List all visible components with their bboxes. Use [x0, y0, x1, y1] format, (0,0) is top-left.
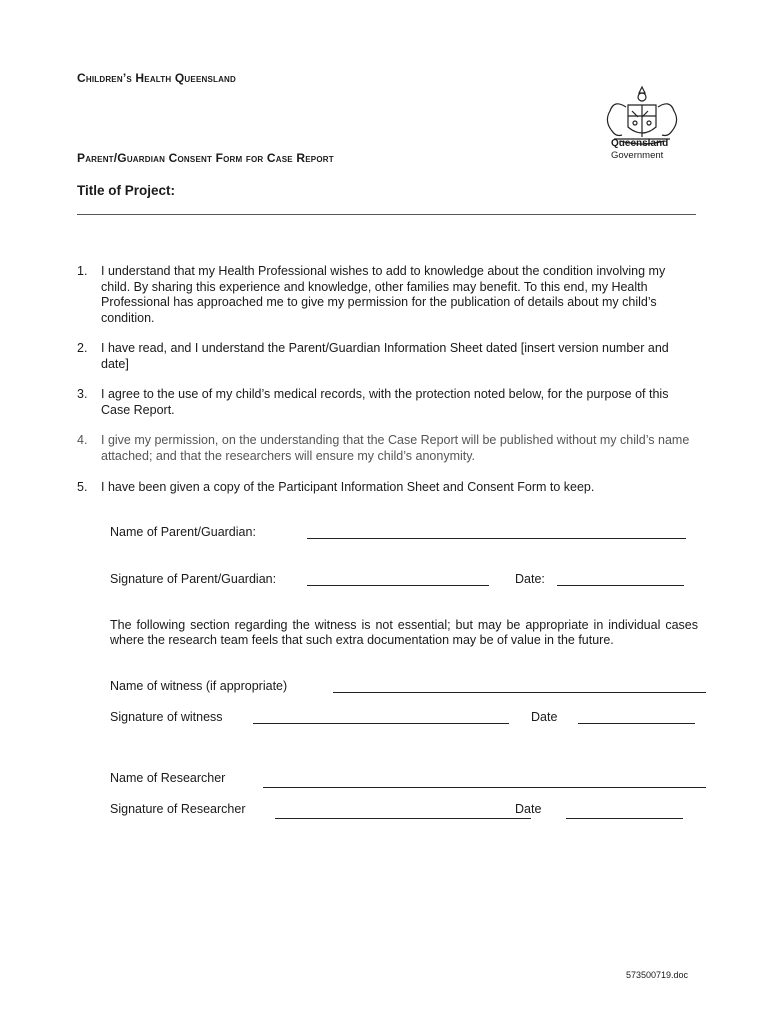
parent-date-field[interactable]: [557, 585, 684, 586]
researcher-date-field[interactable]: [566, 818, 683, 819]
item-number: 1.: [77, 264, 88, 278]
list-item: [77, 480, 697, 496]
researcher-name-field[interactable]: [263, 787, 706, 788]
parent-date-label: Date:: [515, 572, 545, 586]
item-text: I have read, and I understand the Parent/Guardian Information Sheet dated [insert version number and date]: [101, 341, 669, 371]
item-text: I have been given a copy of the Participant Information Sheet and Consent Form to keep.: [101, 480, 595, 494]
item-text: I understand that my Health Professional wishes to add to knowledge about the condition involving my child. By sharing this experience and knowledge, other families may benefit. To this end, my Health Professional has approached me to give my permission for the publication of details about my child’s condition.: [101, 264, 666, 325]
researcher-date-label: Date: [515, 802, 542, 816]
parent-name-field[interactable]: [307, 538, 686, 539]
org-name: Children’s Health Queensland: [77, 71, 237, 85]
item-text: I agree to the use of my child’s medical records, with the protection noted below, for the purpose of this Case Report.: [101, 387, 669, 417]
parent-signature-label: Signature of Parent/Guardian:: [110, 572, 277, 586]
witness-name-label: Name of witness (if appropriate): [110, 679, 288, 693]
project-title-label: Title of Project:: [77, 183, 176, 198]
researcher-signature-field[interactable]: [275, 818, 531, 819]
list-item: [77, 341, 697, 372]
researcher-name-label: Name of Researcher: [110, 771, 226, 785]
list-item: [77, 264, 697, 326]
parent-name-label: Name of Parent/Guardian:: [110, 525, 256, 539]
item-number: 3.: [77, 387, 88, 401]
logo-queensland: Queensland: [611, 138, 669, 149]
item-number: 2.: [77, 341, 88, 355]
document-id: 573500719.doc: [626, 970, 689, 980]
witness-signature-label: Signature of witness: [110, 710, 223, 724]
researcher-signature-label: Signature of Researcher: [110, 802, 246, 816]
witness-note: The following section regarding the witness is not essential; but may be appropriate in individual cases where the research team feels that such extra documentation may be of value in the future.: [110, 618, 698, 647]
list-item: [77, 433, 697, 464]
item-number: 5.: [77, 480, 88, 494]
project-title-line[interactable]: [77, 214, 696, 215]
witness-date-label: Date: [531, 710, 558, 724]
witness-signature-field[interactable]: [253, 723, 509, 724]
list-item: [77, 387, 697, 418]
form-title: Parent/Guardian Consent Form for Case Report: [77, 151, 334, 165]
parent-signature-field[interactable]: [307, 585, 489, 586]
logo-government: Government: [611, 150, 664, 161]
item-text: I give my permission, on the understanding that the Case Report will be published without my child’s name attached; and that the researchers will ensure my child’s anonymity.: [101, 433, 690, 463]
witness-date-field[interactable]: [578, 723, 695, 724]
item-number: 4.: [77, 433, 88, 447]
witness-name-field[interactable]: [333, 692, 706, 693]
